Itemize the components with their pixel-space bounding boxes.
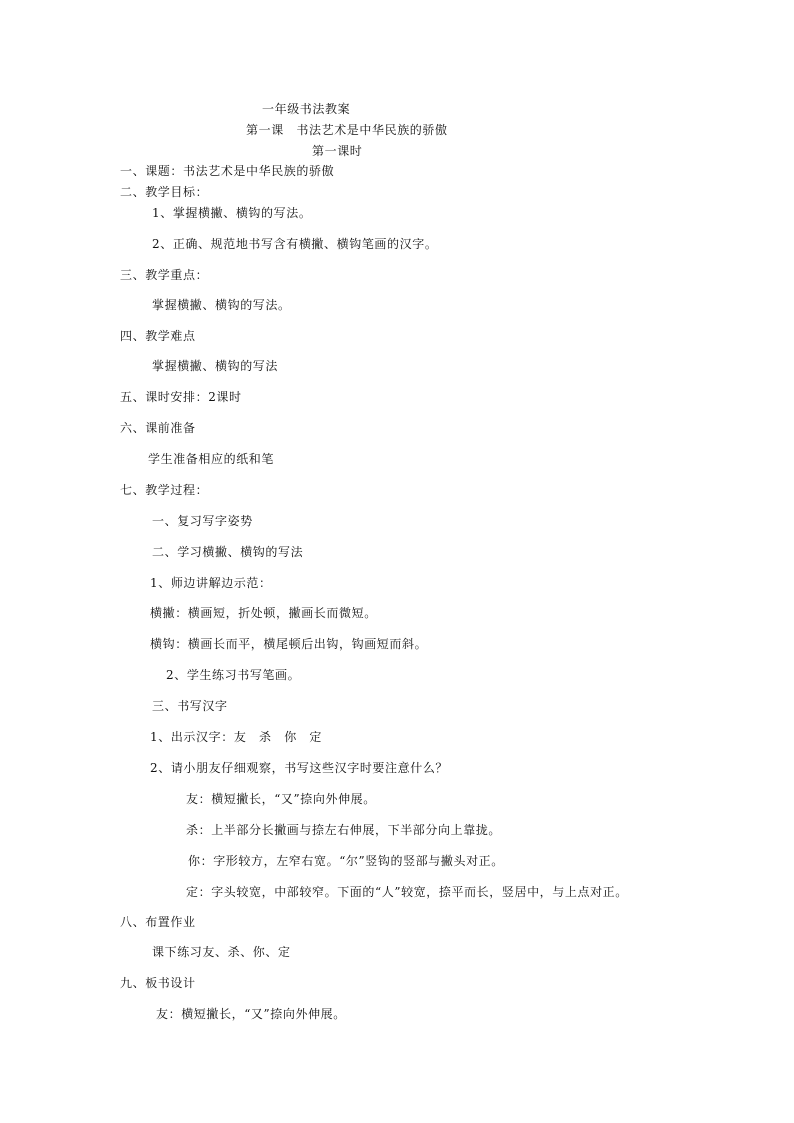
process-step-2-2: 2、学生练习书写笔画。 [166,668,301,682]
homework-heading: 八、布置作业 [120,915,196,929]
period-title: 第一课时 [312,144,363,158]
process-step-2-1: 1、师边讲解边示范： [150,576,272,590]
lesson-title: 第一课 书法艺术是中华民族的骄傲 [246,123,448,137]
doc-title: 一年级书法教案 [262,102,351,116]
process-step-1: 一、复习写字姿势 [152,514,253,528]
goals-heading: 二、教学目标： [120,185,209,199]
board-heading: 九、板书设计 [120,976,196,990]
process-heading: 七、教学过程： [120,483,209,497]
difficulty-heading: 四、教学难点 [120,329,196,343]
topic-line: 一、课题：书法艺术是中华民族的骄傲 [120,164,335,178]
henggou-description: 横钩：横画长而平，横尾顿后出钩，钩画短而斜。 [150,637,428,651]
goal-item-1: 1、掌握横撇、横钩的写法。 [152,206,312,220]
process-step-3-1: 1、出示汉字：友 杀 你 定 [150,730,323,744]
prep-heading: 六、课前准备 [120,421,196,435]
goal-item-2: 2、正确、规范地书写含有横撇、横钩笔画的汉字。 [152,237,438,251]
schedule-line: 五、课时安排：2课时 [120,390,242,404]
char-note-you: 友：横短撇长，“又”捺向外伸展。 [186,792,376,806]
focus-heading: 三、教学重点： [120,268,209,282]
process-step-3-2: 2、请小朋友仔细观察，书写这些汉字时要注意什么？ [150,761,449,775]
char-note-ni: 你：字形较方，左窄右宽。“尔”竖钩的竖部与撇头对正。 [188,854,504,868]
hengpie-description: 横撇：横画短，折处顿，撇画长而微短。 [150,606,377,620]
process-step-3: 三、书写汉字 [152,699,228,713]
homework-text: 课下练习友、杀、你、定 [152,945,291,959]
board-text: 友：横短撇长，“又”捺向外伸展。 [156,1007,346,1021]
char-note-sha: 杀：上半部分长撇画与捺左右伸展，下半部分向上靠拢。 [186,823,502,837]
focus-text: 掌握横撇、横钩的写法。 [152,298,291,312]
process-step-2: 二、学习横撇、横钩的写法 [152,545,304,559]
char-note-ding: 定：字头较宽，中部较窄。下面的“人”较宽，捺平而长，竖居中，与上点对正。 [186,885,628,899]
difficulty-text: 掌握横撇、横钩的写法 [152,359,279,373]
prep-text: 学生准备相应的纸和笔 [148,452,275,466]
